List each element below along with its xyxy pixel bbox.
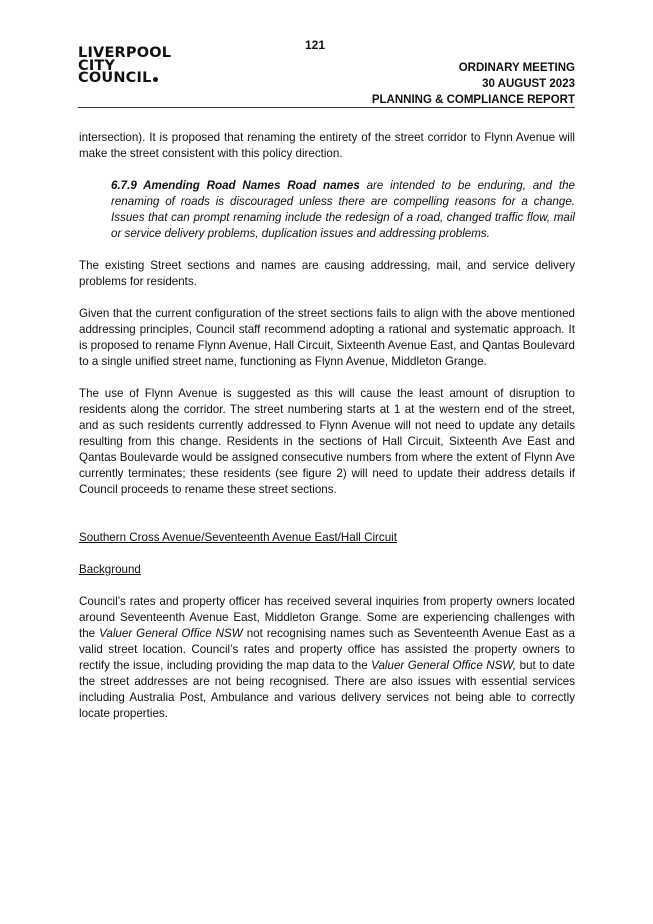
- policy-quote-title: 6.7.9 Amending Road Names Road names: [111, 179, 360, 192]
- logo-line-2: CITY: [78, 57, 116, 74]
- background-subheading: Background: [79, 563, 141, 576]
- paragraph-proposal: Given that the current configuration of the street sections fails to align with the above mentioned addressing principles, Council staff recommend adopting a rational and systematic approach. It is proposed to rename Flynn Avenue, Hall Circuit, Sixteenth Avenue East, and Qantas Boulevard to a single unified street name, functioning as Flynn Avenue, Middleton Grange.: [79, 307, 575, 368]
- report-title: PLANNING & COMPLIANCE REPORT: [371, 94, 575, 106]
- section-heading: Southern Cross Avenue/Seventeenth Avenue East/Hall Circuit: [79, 531, 397, 544]
- meeting-title: ORDINARY MEETING: [458, 62, 575, 74]
- paragraph-existing-sections: The existing Street sections and names are causing addressing, mail, and service delivery problems for residents.: [79, 259, 575, 288]
- policy-quote: [111, 178, 575, 242]
- logo-line-1: LIVERPOOL: [78, 45, 172, 61]
- spacer: [79, 514, 575, 530]
- paragraph-background: Council’s rates and property officer has received several inquiries from property owners located around Seventeenth Avenue East, Middleton Grange. Some are experiencing challenges with the Valuer General Office NSW not recognising names such as Seventeenth Avenue East as a valid street location. Council’s rates and property office has assisted the property owners to rectify the issue, including providing the map data to the Valuer General Office NSW, but to date the street addresses are not being recognised. There are also issues with essential services including Australia Post, Ambulance and various delivery services not being able to correctly locate properties.: [79, 595, 576, 720]
- paragraph-intersection: intersection). It is proposed that renaming the entirety of the street corridor to Flynn Avenue will make the street consistent with this policy direction.: [79, 131, 575, 160]
- report-body: [79, 130, 575, 738]
- valuer-general-ref-2: Valuer General Office NSW,: [371, 659, 517, 672]
- page-number: 121: [304, 38, 326, 52]
- policy-quote-body: are intended to be enduring, and the renaming of roads is discouraged unless there are compelling reasons for a change. Issues that can prompt renaming include the redesign of a road, changed traffic flow, mail or service delivery problems, duplication issues and addressing problems.: [111, 179, 575, 240]
- valuer-general-ref: Valuer General Office NSW: [99, 627, 243, 640]
- council-logo: [78, 47, 171, 85]
- header-divider: [78, 107, 575, 108]
- report-header: [372, 60, 575, 108]
- paragraph-flynn-avenue: The use of Flynn Avenue is suggested as this will cause the least amount of disruption to residents along the corridor. The street numbering starts at 1 at the western end of the street, and as such residents currently addressed to Flynn Avenue will not need to update any details resulting from this change. Residents in the sections of Hall Circuit, Sixteenth Ave East and Qantas Boulevarde would be assigned consecutive numbers from where the extent of Flynn Ave currently terminates; these residents (see figure 2) will need to update their address details if Council proceeds to rename these street sections.: [79, 387, 575, 496]
- meeting-date: 30 AUGUST 2023: [482, 78, 575, 90]
- logo-dot-icon: [153, 77, 158, 82]
- logo-line-3: COUNCIL: [78, 72, 171, 85]
